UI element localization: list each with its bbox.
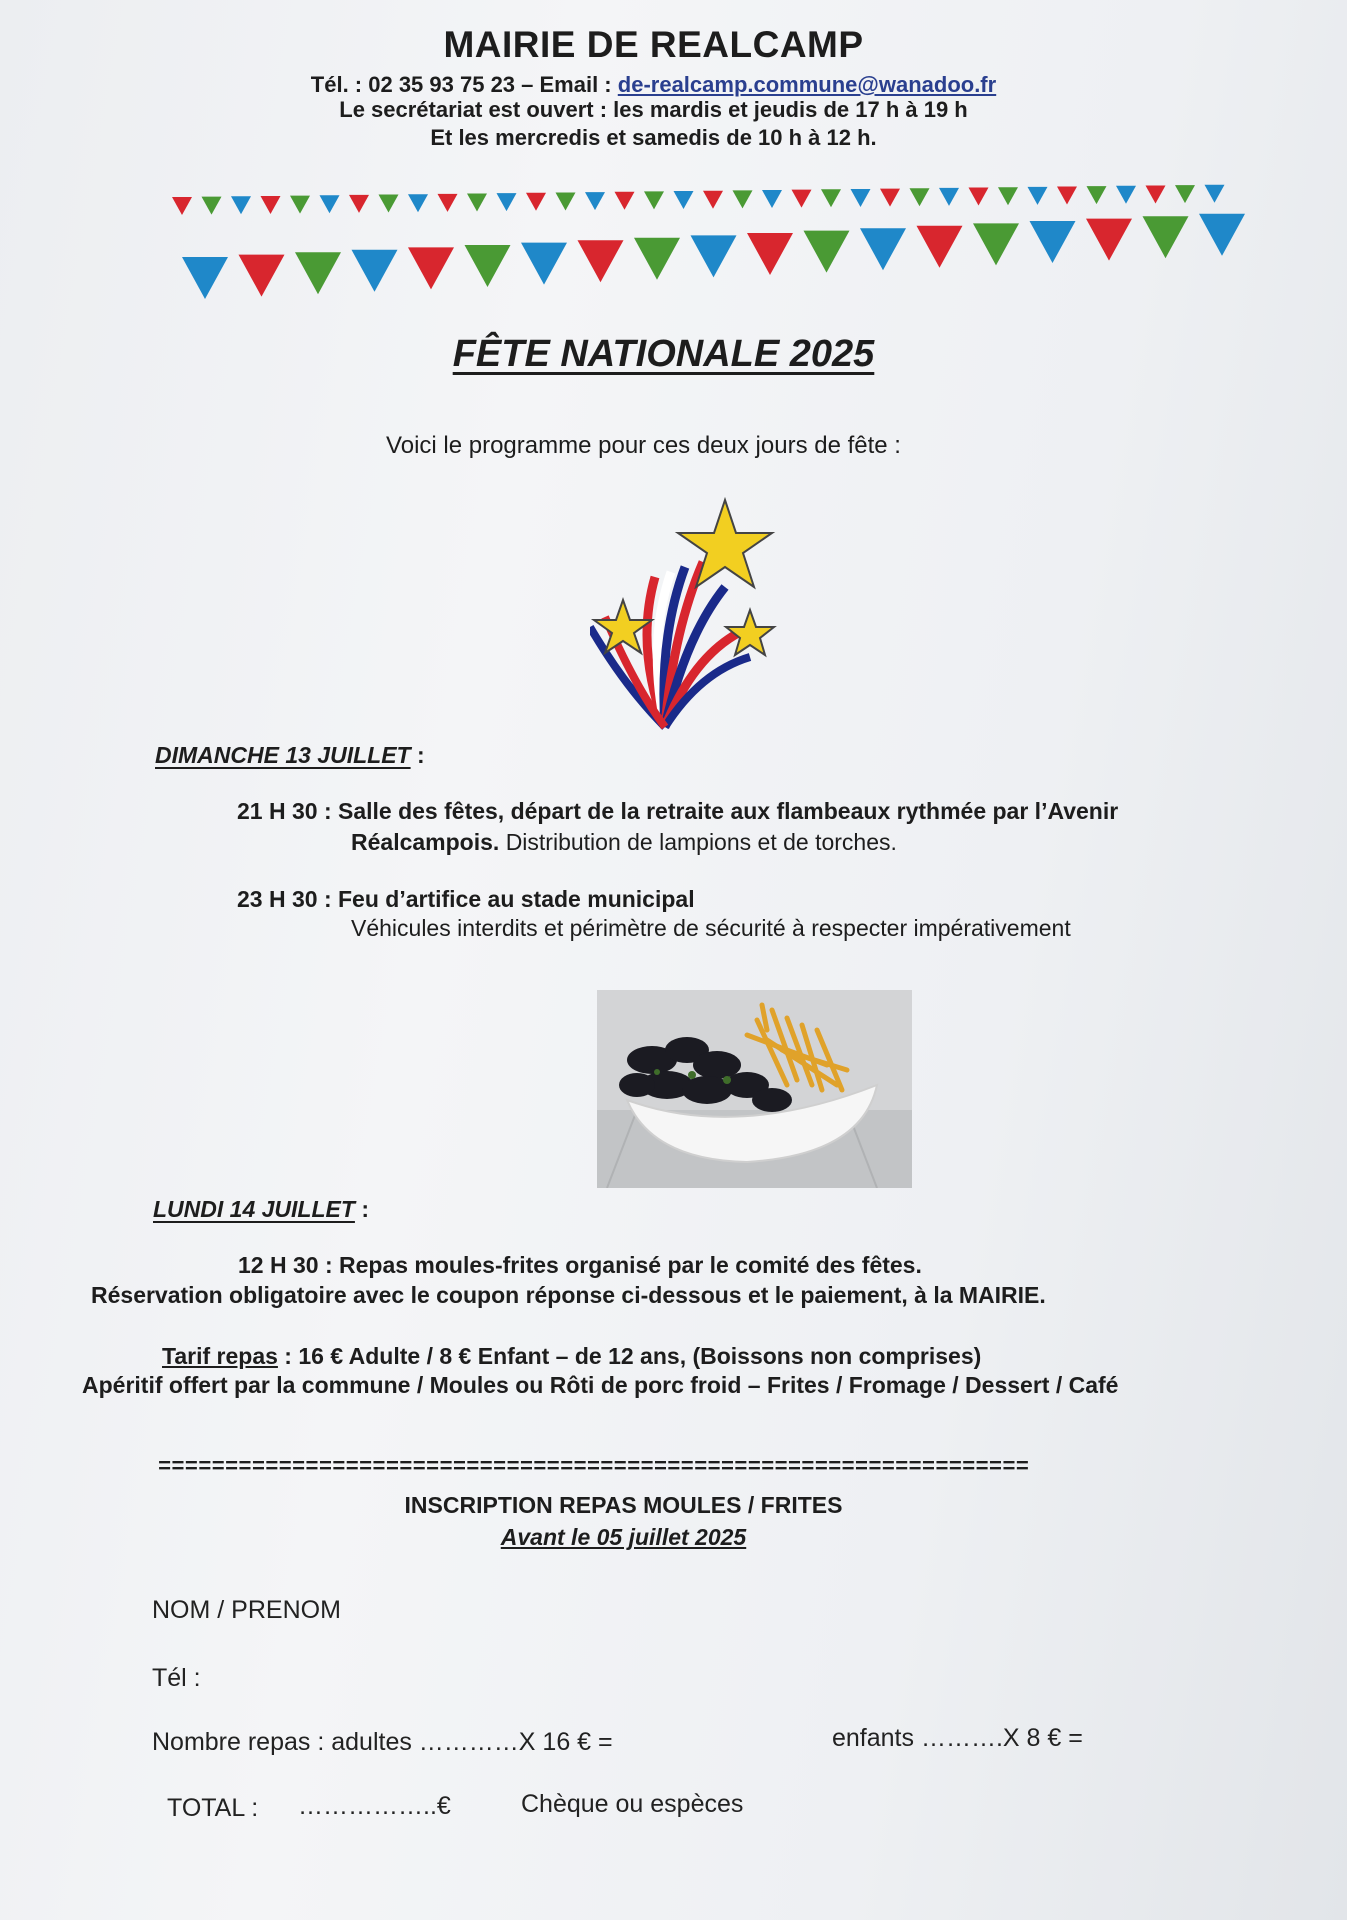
bunting-flag — [762, 190, 782, 208]
bunting-flag — [792, 190, 812, 208]
bunting-flag — [408, 247, 454, 289]
menu-line: Apéritif offert par la commune / Moules ou Rôti de porc froid – Frites / Fromage / Dessert / Café — [82, 1372, 1119, 1398]
bunting-flag — [691, 235, 737, 277]
bunting-flag — [497, 193, 517, 211]
bunting-flag — [349, 195, 369, 213]
bunting-flag — [182, 257, 228, 299]
children-count-field: enfants ……….X 8 € = — [832, 1724, 1083, 1752]
bunting-flag — [352, 250, 398, 292]
bunting-flag — [615, 192, 635, 210]
moules-frites-image — [597, 990, 912, 1188]
tarif-text: : 16 € Adulte / 8 € Enfant – de 12 ans, (Boissons non comprises) — [284, 1343, 982, 1369]
bunting-flag — [526, 193, 546, 211]
bunting-flag — [973, 223, 1019, 265]
adults-count-field: Nombre repas : adultes …………X 16 € = — [152, 1728, 613, 1756]
event-retraite-title: Salle des fêtes, départ de la retraite aux flambeaux rythmée par l’Avenir — [338, 798, 1119, 824]
bunting-flag — [1030, 221, 1076, 263]
bunting-flag — [917, 226, 963, 268]
bunting-flag — [1199, 214, 1245, 256]
fireworks-stars-icon — [590, 495, 790, 735]
opening-hours-2: Et les mercredis et samedis de 10 h à 12 h. — [430, 125, 877, 150]
phone-text: Tél. : 02 35 93 75 23 – Email : — [310, 72, 612, 97]
bunting-flag — [239, 255, 285, 297]
name-field-label: NOM / PRENOM — [152, 1596, 341, 1624]
tel-field-label: Tél : — [152, 1664, 201, 1692]
bunting-flag — [674, 191, 694, 209]
tarif-line — [162, 1343, 981, 1370]
bunting-flag — [585, 192, 605, 210]
bunting-flag — [172, 197, 192, 215]
bunting-flag — [634, 238, 680, 280]
day2-heading: LUNDI 14 JUILLET : — [153, 1196, 369, 1222]
bunting-flag — [1143, 216, 1189, 258]
bunting-flag — [880, 189, 900, 207]
bunting-flag — [860, 228, 906, 270]
bunting-flag — [733, 190, 753, 208]
bunting-flag — [1087, 186, 1107, 204]
event-retraite-detail: Réalcampois. Distribution de lampions et de torches. — [351, 829, 897, 855]
event-fireworks-title: Feu d’artifice au stade municipal — [338, 886, 695, 912]
meal-announcement: 12 H 30 : Repas moules-frites organisé par le comité des fêtes. — [238, 1252, 922, 1278]
mairie-title: MAIRIE DE REALCAMP — [443, 24, 864, 65]
bunting-flag — [910, 188, 930, 206]
bunting-flag — [998, 187, 1018, 205]
tarif-label: Tarif repas — [162, 1343, 278, 1369]
bunting-flag — [295, 252, 341, 294]
coupon-title: INSCRIPTION REPAS MOULES / FRITES — [404, 1492, 843, 1518]
event-title: FÊTE NATIONALE 2025 — [452, 333, 875, 375]
bunting-flag — [1175, 185, 1195, 203]
bunting-flag — [939, 188, 959, 206]
contact-line — [0, 72, 1327, 98]
total-field: ……………..€ — [298, 1792, 451, 1820]
bunting-flag — [467, 194, 487, 212]
total-label: TOTAL : — [167, 1794, 259, 1822]
opening-hours-1: Le secrétariat est ouvert : les mardis et jeudis de 17 h à 19 h — [339, 97, 968, 122]
program-intro: Voici le programme pour ces deux jours de fête : — [386, 432, 901, 459]
bunting-flag — [379, 195, 399, 213]
bunting-flag — [261, 196, 281, 214]
bunting-flag — [202, 197, 222, 215]
bunting-flag — [1028, 187, 1048, 205]
bunting-flag — [851, 189, 871, 207]
bunting-flag — [1146, 185, 1166, 203]
event-retraite-time: 21 H 30 : — [237, 798, 332, 824]
bunting-flag — [804, 231, 850, 273]
bunting-flag — [644, 191, 664, 209]
bunting-flag — [1086, 219, 1132, 261]
coupon-deadline: Avant le 05 juillet 2025 — [500, 1524, 747, 1550]
payment-method: Chèque ou espèces — [521, 1790, 744, 1818]
bunting-flag — [1116, 186, 1136, 204]
coupon-separator: ================================================================= — [158, 1455, 1030, 1480]
event-fireworks-time: 23 H 30 : — [237, 886, 332, 912]
bunting-flag — [703, 191, 723, 209]
bunting-flag — [320, 195, 340, 213]
event-fireworks-detail: Véhicules interdits et périmètre de sécurité à respecter impérativement — [351, 915, 1071, 941]
bunting-flag — [1205, 185, 1225, 203]
bunting-flag — [578, 240, 624, 282]
bunting-flags — [170, 175, 1250, 315]
bunting-flag — [438, 194, 458, 212]
bunting-flag — [521, 243, 567, 285]
bunting-flag — [747, 233, 793, 275]
bunting-flag — [290, 196, 310, 214]
bunting-flag — [408, 194, 428, 212]
bunting-flag — [231, 196, 251, 214]
event-fireworks — [237, 883, 695, 915]
email-link[interactable]: de-realcamp.commune@wanadoo.fr — [617, 72, 997, 97]
bunting-flag — [969, 188, 989, 206]
day1-heading: DIMANCHE 13 JUILLET : — [155, 742, 425, 768]
bunting-flag — [465, 245, 511, 287]
bunting-flag — [1057, 187, 1077, 205]
reservation-notice: Réservation obligatoire avec le coupon réponse ci-dessous et le paiement, à la MAIRIE. — [91, 1282, 1046, 1308]
event-retraite — [237, 795, 1118, 827]
bunting-flag — [821, 189, 841, 207]
bunting-flag — [556, 192, 576, 210]
